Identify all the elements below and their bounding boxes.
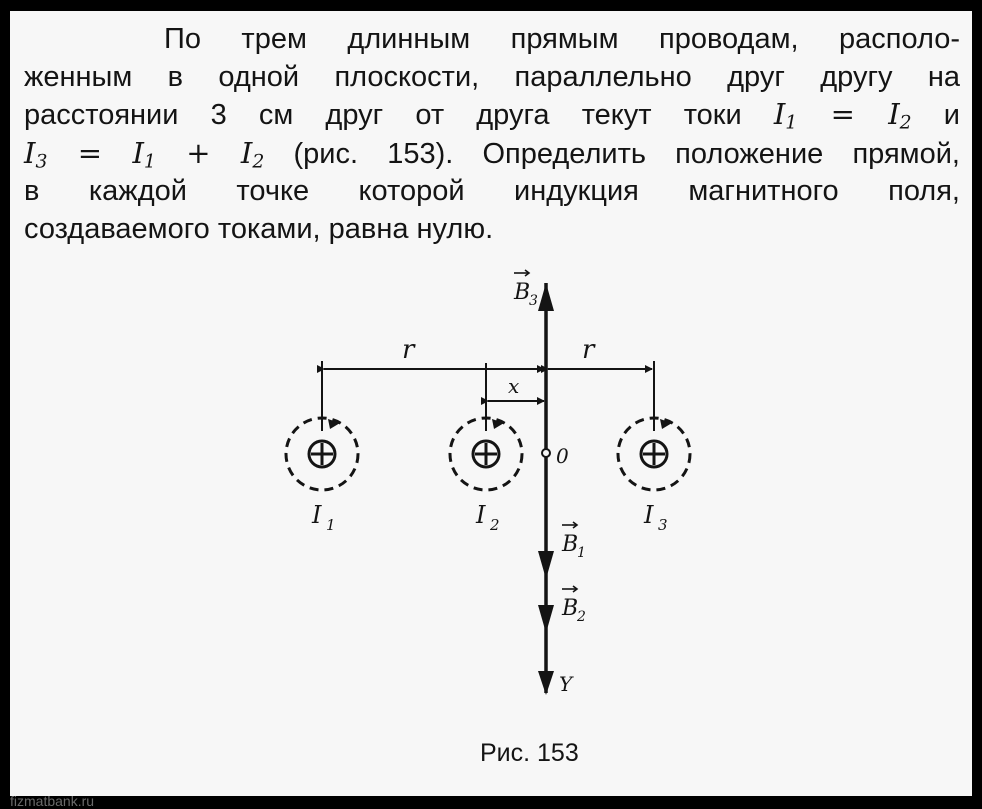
- b2-label: B: [562, 596, 579, 621]
- b2-subscript: 2: [577, 609, 586, 625]
- wire2-current-symbol: [473, 441, 499, 467]
- text-line-6: создаваемого токами, равна нулю.: [24, 212, 494, 245]
- r-right-label: r: [582, 335, 595, 365]
- b3-subscript: 3: [529, 293, 538, 309]
- wire2-label: I: [476, 501, 486, 529]
- text-line-5: в каждой точке которой индукция магнитного поля,: [24, 175, 960, 207]
- wire3-subscript: 3: [658, 516, 668, 534]
- b3-label: B: [514, 280, 531, 305]
- text-line-3-words: расстоянии 3 см друг от друга текут токи: [24, 99, 742, 131]
- origin-label: 0: [556, 444, 569, 468]
- figure-153: [10, 11, 972, 796]
- x-label: x: [508, 374, 520, 398]
- b2-arrowhead: [538, 605, 554, 633]
- b1-arrowhead: [538, 551, 554, 579]
- subscript: 1: [785, 112, 798, 134]
- wire1-subscript: 1: [326, 516, 336, 534]
- y-axis-arrowhead: [538, 671, 554, 695]
- text-line-2: женным в одной плоскости, параллельно друг другу на: [24, 60, 960, 93]
- subscript: 2: [899, 112, 912, 134]
- wire1-current-symbol: [309, 441, 335, 467]
- equals-sign: =: [797, 97, 889, 131]
- wire3-current-symbol: [641, 441, 667, 467]
- symbol-I: I: [888, 97, 900, 131]
- wire2-subscript: 2: [490, 516, 500, 534]
- text-line-4-words: (рис. 153). Определить положение прямой,: [264, 137, 960, 170]
- symbol-I: I: [132, 135, 144, 170]
- r-left-label: r: [402, 335, 415, 365]
- y-axis-label: Y: [559, 672, 573, 696]
- plus-sign: +: [155, 135, 241, 170]
- b1-subscript: 1: [577, 545, 586, 561]
- subscript: 2: [252, 151, 265, 173]
- origin-point: [542, 449, 550, 457]
- textbook-page: [10, 11, 972, 809]
- wire1-label: I: [312, 501, 322, 529]
- symbol-I: I: [240, 135, 253, 170]
- text-line-1: По трем длинным прямым проводам, располо-: [164, 23, 960, 55]
- symbol-I: I: [24, 135, 36, 170]
- watermark: fizmatbank.ru: [10, 793, 95, 809]
- b1-label: B: [562, 532, 579, 557]
- symbol-I: I: [773, 97, 786, 131]
- figure-caption: Рис. 153: [480, 739, 579, 767]
- subscript: 1: [143, 151, 156, 173]
- wire3-label: I: [644, 501, 654, 529]
- subscript: 3: [35, 151, 48, 173]
- conjunction-and: и: [943, 99, 960, 131]
- b3-arrowhead: [538, 283, 554, 311]
- equals-sign: =: [47, 135, 133, 170]
